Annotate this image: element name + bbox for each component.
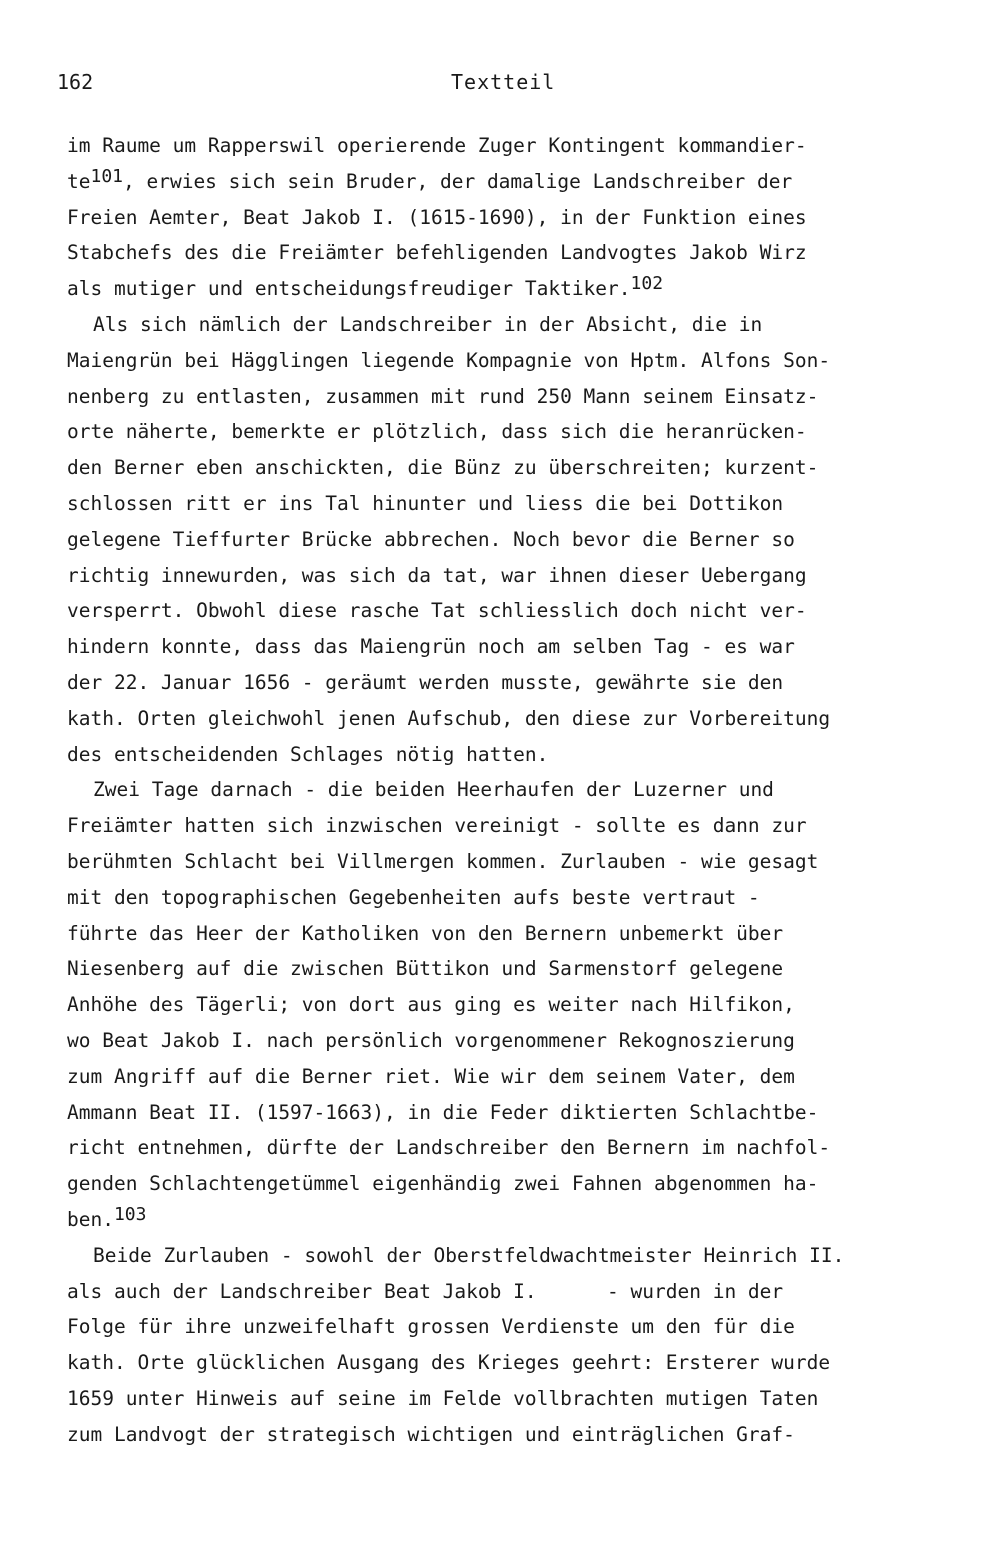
text-line: $te^{101}$, erwies sich sein Bruder, der damalige Landschreiber der xyxy=(67,165,793,193)
text-line: im Raume um Rapperswil operierende Zuger Kontingent kommandier- xyxy=(67,134,807,157)
text-line: 1659 unter Hinweis auf seine im Felde vollbrachten mutigen Taten xyxy=(67,1386,819,1410)
running-head: Textteil xyxy=(451,70,556,94)
text-line: ben.$^{103}$ xyxy=(67,1203,147,1231)
text-line: der 22. Januar 1656 - geräumt werden musste, gewährte sie den xyxy=(67,670,784,694)
text-line: mit den topographischen Gegebenheiten aufs beste vertraut - xyxy=(67,885,760,909)
text-line: Ammann Beat II. (1597-1663), in die Feder diktierten Schlachtbe- xyxy=(67,1100,819,1124)
text-line: schlossen ritt er ins Tal hinunter und liess die bei Dottikon xyxy=(67,491,784,515)
text-line: Freien Aemter, Beat Jakob I. (1615-1690), in der Funktion eines xyxy=(67,205,807,229)
footnote-ref: 103 xyxy=(113,1203,147,1225)
text-line: Folge für ihre unzweifelhaft grossen Verdienste um den für die xyxy=(67,1315,795,1339)
text-line: als mutiger und entscheidungsfreudiger Taktiker.$^{102}$ xyxy=(67,273,664,301)
page-number: 162 xyxy=(57,70,94,94)
footnote-ref: 101 xyxy=(90,165,123,187)
text-line: Niesenberg auf die zwischen Büttikon und Sarmenstorf gelegene xyxy=(67,957,784,981)
text-line: genden Schlachtengetümmel eigenhändig zwei Fahnen abgenommen ha- xyxy=(67,1172,819,1196)
text-line: den Berner eben anschickten, die Bünz zu überschreiten; kurzent- xyxy=(67,456,819,480)
text-line: richt entnehmen, dürfte der Landschreiber den Bernern im nachfol- xyxy=(67,1136,831,1160)
text-line: Maiengrün bei Hägglingen liegende Kompagnie von Hptm. Alfons Son- xyxy=(67,348,831,372)
text-line: kath. Orten gleichwohl jenen Aufschub, den diese zur Vorbereitung xyxy=(67,706,831,730)
paragraph-first-line: Als sich nämlich der Landschreiber in der Absicht, die in xyxy=(93,312,763,336)
text-line: versperrt. Obwohl diese rasche Tat schliesslich doch nicht ver- xyxy=(67,599,807,623)
text-line: nenberg zu entlasten, zusammen mit rund 250 Mann seinem Einsatz- xyxy=(67,384,819,408)
text-line: gelegene Tieffurter Brücke abbrechen. Noch bevor die Berner so xyxy=(67,527,795,551)
text-line: des entscheidenden Schlages nötig hatten. xyxy=(67,742,549,766)
body-text xyxy=(67,128,967,1452)
text-line: zum Landvogt der strategisch wichtigen und einträglichen Graf- xyxy=(67,1422,795,1446)
text-line: als auch der Landschreiber Beat Jakob I. - wurden in der xyxy=(67,1279,784,1303)
text-line: Anhöhe des Tägerli; von dort aus ging es weiter nach Hilfikon, xyxy=(67,993,795,1017)
text-line: zum Angriff auf die Berner riet. Wie wir dem seinem Vater, dem xyxy=(67,1064,795,1088)
text-line: kath. Orte glücklichen Ausgang des Krieges geehrt: Ersterer wurde xyxy=(67,1351,831,1375)
text-line: hindern konnte, dass das Maiengrün noch am selben Tag - es war xyxy=(67,635,795,659)
text-line: Stabchefs des die Freiämter befehligenden Landvogtes Jakob Wirz xyxy=(67,241,807,265)
text-line: Freiämter hatten sich inzwischen vereinigt - sollte es dann zur xyxy=(67,814,807,838)
text-line: berühmten Schlacht bei Villmergen kommen. Zurlauben - wie gesagt xyxy=(67,849,819,873)
text-line: wo Beat Jakob I. nach persönlich vorgenommener Rekognoszierung xyxy=(67,1028,795,1052)
paragraph-first-line: Beide Zurlauben - sowohl der Oberstfeldwachtmeister Heinrich II. xyxy=(93,1243,845,1267)
paragraph-first-line: Zwei Tage darnach - die beiden Heerhaufen der Luzerner und xyxy=(93,778,774,802)
text-line: führte das Heer der Katholiken von den Bernern unbemerkt über xyxy=(67,921,784,945)
text-line: richtig innewurden, was sich da tat, war ihnen dieser Uebergang xyxy=(67,563,807,587)
page-header xyxy=(57,70,957,96)
footnote-ref: 102 xyxy=(630,273,664,295)
text-line: orte näherte, bemerkte er plötzlich, dass sich die heranrücken- xyxy=(67,420,807,444)
